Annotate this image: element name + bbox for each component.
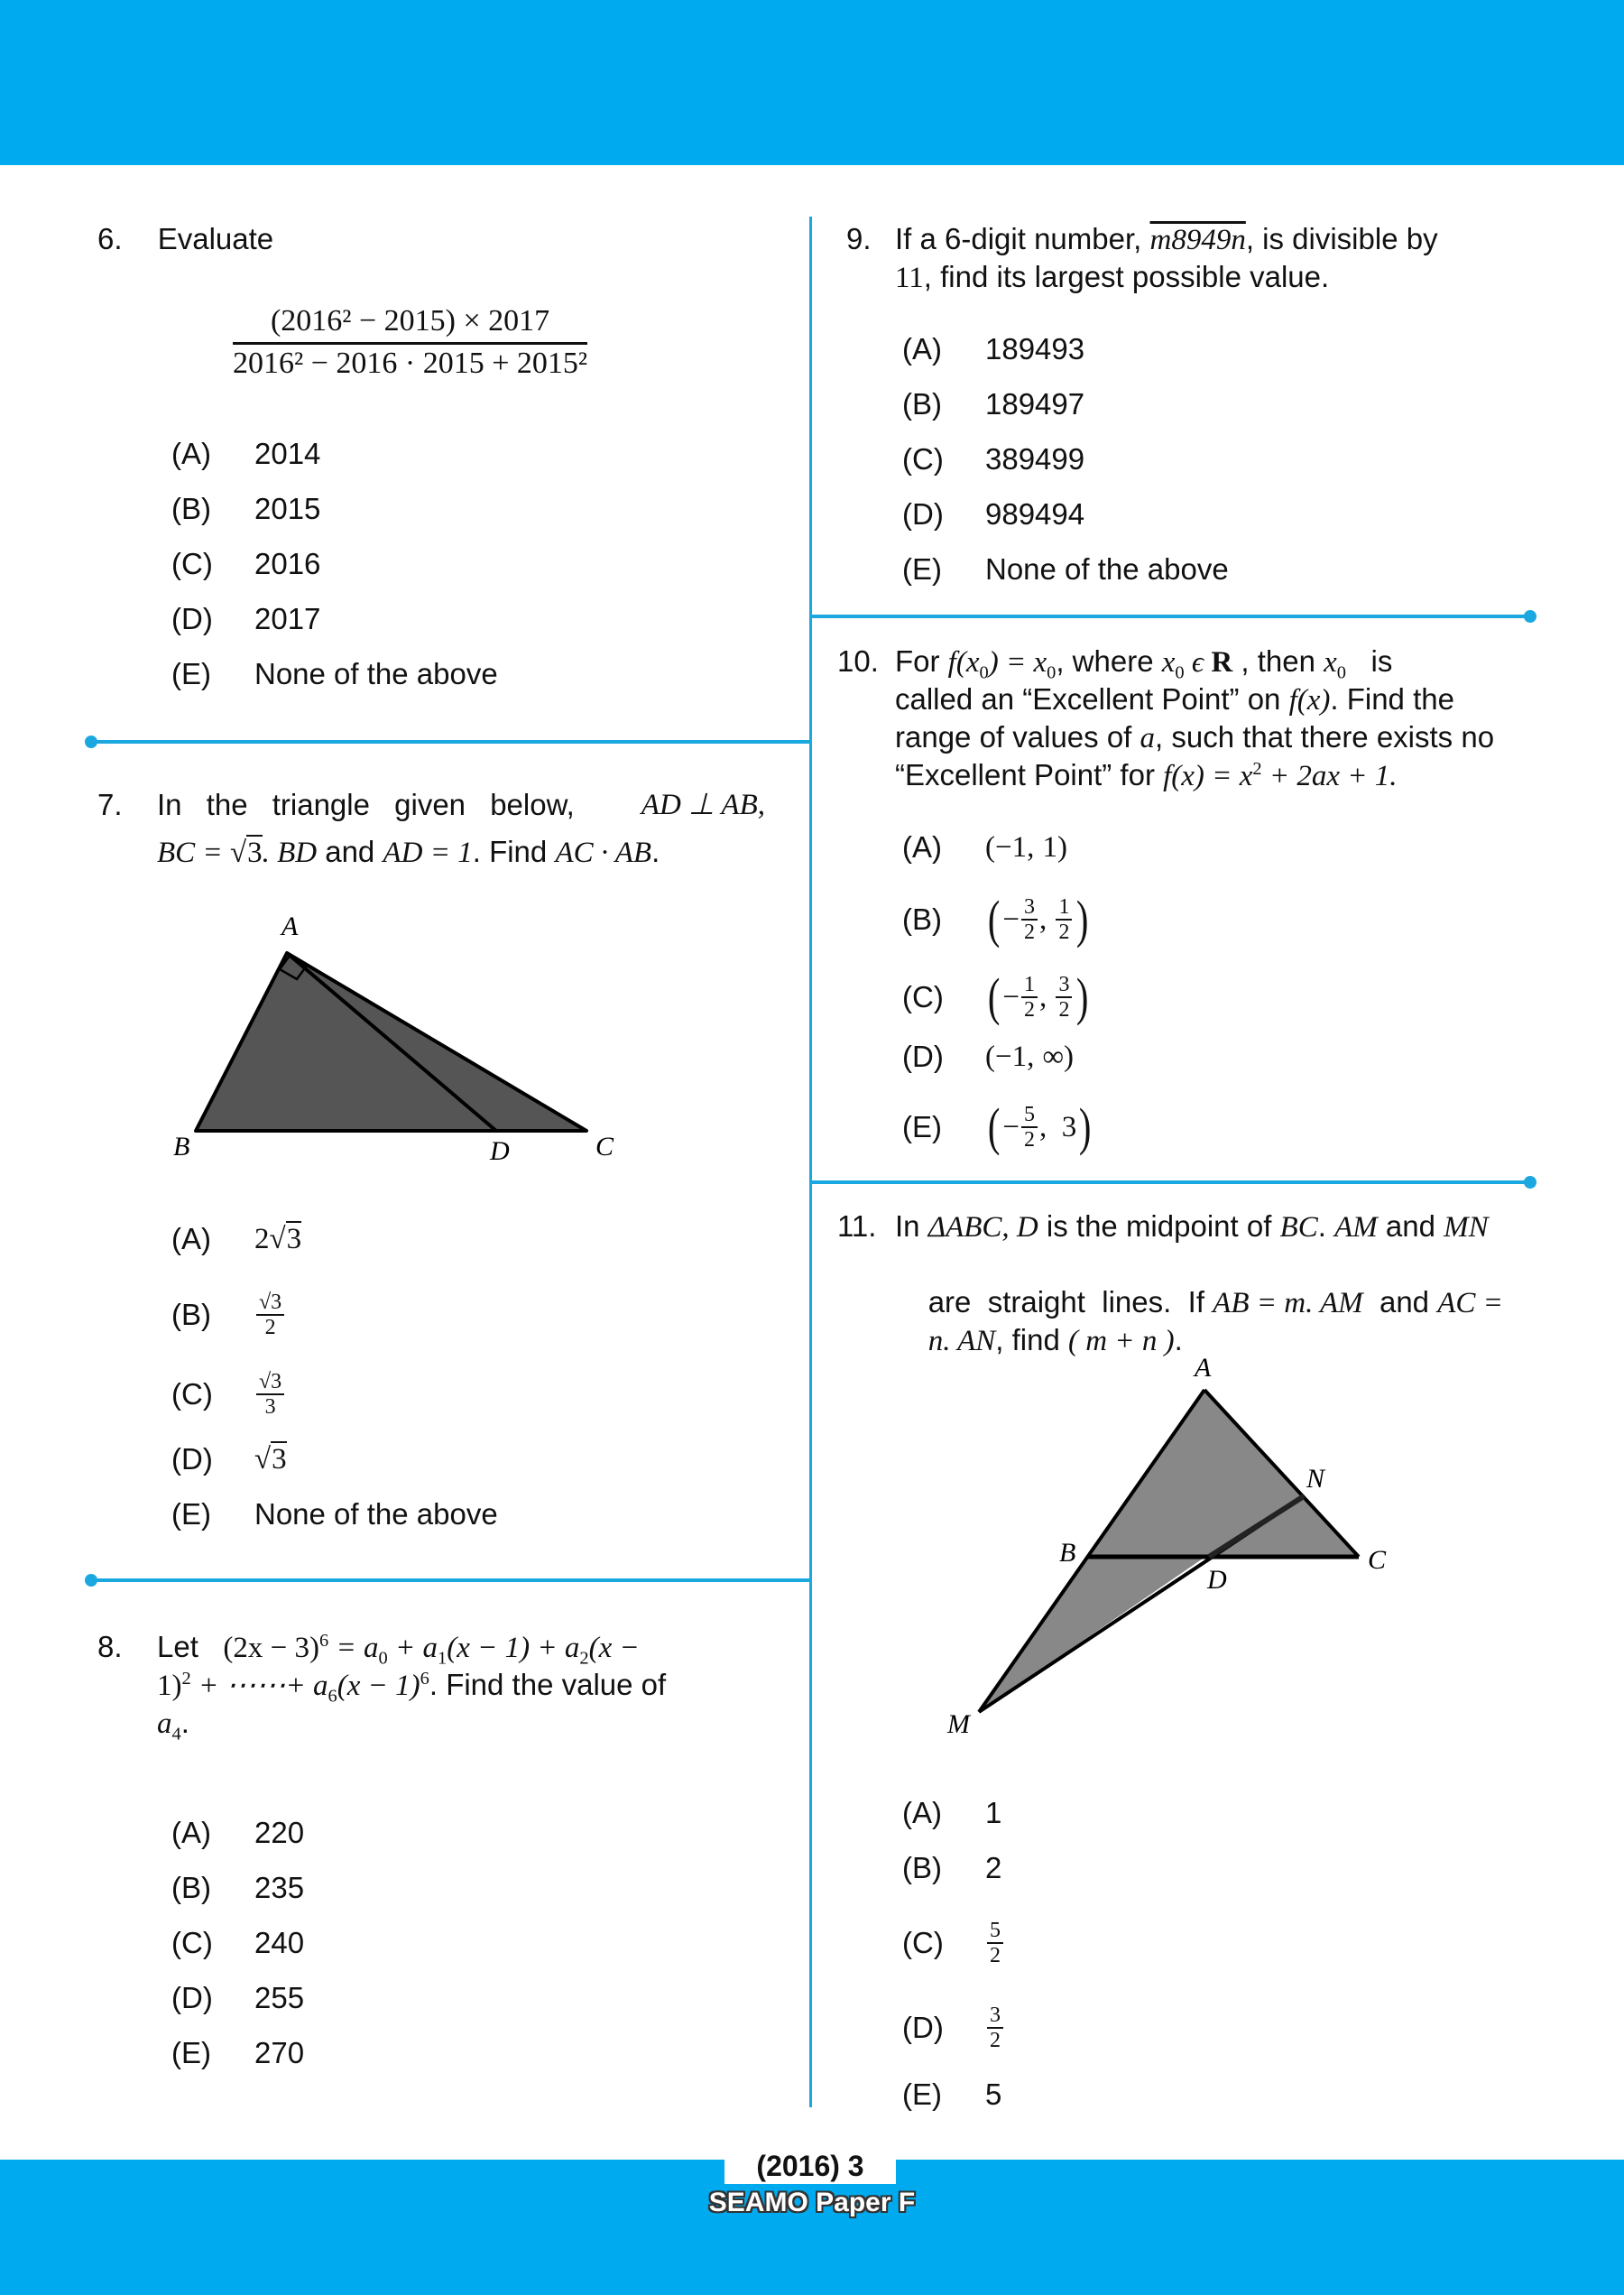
vertex-label-m: M	[947, 1709, 970, 1739]
q7-option-b[interactable]	[171, 1291, 286, 1339]
separator-q7-q8	[90, 1578, 810, 1582]
option-letter: (A)	[902, 830, 942, 864]
question-7	[97, 786, 765, 869]
option-value: 989494	[985, 497, 1085, 531]
option-letter: (E)	[171, 1497, 211, 1531]
text: .	[651, 835, 660, 868]
math-part: AC =	[1437, 1287, 1503, 1319]
q9-option-d[interactable]	[902, 495, 1084, 533]
page-number-label: (2016) 3	[724, 2148, 896, 2184]
option-letter: (B)	[902, 1851, 942, 1884]
text: , find	[995, 1323, 1068, 1356]
math-text	[223, 1631, 640, 1669]
separator-dot	[85, 736, 97, 748]
text: , then	[1232, 644, 1324, 678]
superscript: 2	[1252, 759, 1262, 779]
option-letter: (D)	[902, 497, 944, 531]
q6-option-a[interactable]	[171, 435, 320, 473]
denominator: 2	[1058, 998, 1070, 1022]
option-letter: (D)	[171, 1442, 213, 1476]
option-letter: (A)	[902, 1796, 942, 1829]
q9-option-e[interactable]	[902, 551, 1229, 588]
text: “Excellent Point” for	[895, 758, 1164, 791]
text: .	[1174, 1323, 1183, 1356]
q8-option-b[interactable]	[171, 1869, 304, 1907]
option-letter: (C)	[902, 980, 944, 1013]
paren-close: )	[1076, 967, 1089, 1026]
expression-denominator: 2016² − 2016 · 2015 + 2015²	[233, 347, 588, 380]
option-letter: (B)	[171, 1871, 211, 1904]
option-value: √3	[254, 1443, 287, 1476]
separator-dot	[85, 1574, 97, 1587]
q11-option-e[interactable]	[902, 2076, 1001, 2114]
option-value: 2017	[254, 602, 321, 635]
text: , is divisible by	[1245, 222, 1438, 255]
question-9	[846, 220, 1532, 294]
option-letter: (A)	[171, 437, 211, 470]
subscript: 0	[1336, 662, 1347, 683]
q7-option-a[interactable]	[171, 1220, 301, 1258]
option-value: 389499	[985, 442, 1085, 476]
math-set: R	[1211, 646, 1233, 679]
option-value: 189493	[985, 332, 1085, 366]
math-part: BC	[1279, 1211, 1318, 1244]
option-fraction	[987, 2003, 1003, 2052]
q7-option-d[interactable]	[171, 1440, 287, 1478]
text: Let	[157, 1630, 198, 1663]
text: . Find the	[1330, 682, 1454, 716]
math-part: (x −	[588, 1632, 640, 1664]
sign: −	[1002, 903, 1020, 936]
subscript: 0	[1175, 662, 1185, 683]
number-overline: m8949n	[1149, 224, 1246, 256]
superscript: 2	[181, 1669, 191, 1689]
option-value: 235	[254, 1871, 305, 1904]
q9-option-b[interactable]	[902, 385, 1084, 423]
denominator: 2	[990, 2029, 1001, 2052]
math-part: + a	[387, 1632, 438, 1664]
question-text: In the triangle given below,	[157, 788, 575, 821]
q10-option-c[interactable]	[902, 967, 1092, 1026]
denominator: 2	[1058, 921, 1070, 944]
option-letter: (E)	[902, 1110, 942, 1143]
math-part: (2x − 3)	[223, 1632, 319, 1664]
text: are straight lines. If	[927, 1285, 1213, 1319]
math-part: x	[1324, 646, 1337, 679]
option-letter: (B)	[171, 1298, 211, 1331]
math-text: AD = 1	[383, 837, 473, 869]
math-part: AB = m. AM	[1213, 1287, 1363, 1319]
text: For	[895, 644, 948, 678]
math-part: ϵ	[1184, 646, 1212, 679]
question-text: Evaluate	[157, 222, 274, 255]
text: .	[1317, 1209, 1335, 1243]
question-number: 9.	[846, 222, 872, 255]
sqrt: √3	[229, 837, 263, 869]
text: range of values of	[895, 720, 1140, 754]
math-part: (x − 1) + a	[447, 1632, 580, 1664]
separator-q9-q10	[811, 615, 1529, 618]
option-letter: (D)	[171, 602, 213, 635]
option-value: 2√3	[254, 1223, 302, 1255]
option-letter: (D)	[902, 2011, 944, 2044]
option-value: 2	[985, 1851, 1002, 1884]
fraction	[1021, 895, 1038, 944]
math-part: ) = x	[988, 646, 1047, 679]
subscript: 0	[979, 662, 989, 683]
option-value: 255	[254, 1981, 305, 2014]
math-text: . BD	[262, 837, 318, 869]
text: .	[180, 1706, 189, 1739]
q7-option-c[interactable]	[171, 1370, 286, 1419]
separator-q10-q11	[811, 1180, 1529, 1184]
denominator: 2	[1023, 998, 1035, 1022]
q6-expression	[233, 304, 587, 381]
option-letter: (E)	[902, 2078, 942, 2111]
option-letter: (E)	[171, 657, 211, 690]
subscript: 1	[437, 1648, 448, 1669]
option-value: 270	[254, 2036, 305, 2069]
option-value: 220	[254, 1816, 305, 1849]
q11-option-b[interactable]	[902, 1849, 1001, 1887]
paper-title: SEAMO Paper F	[708, 2188, 916, 2217]
option-value: None of the above	[985, 552, 1229, 586]
option-value: None of the above	[254, 1497, 498, 1531]
vertex-label-n: N	[1306, 1464, 1325, 1494]
paren-close: )	[1076, 890, 1089, 949]
sign: −	[1002, 1111, 1020, 1143]
option-letter: (B)	[902, 902, 942, 936]
subscript: 0	[1047, 662, 1057, 683]
math-part: a	[157, 1707, 172, 1740]
math-part: f(x	[947, 646, 980, 679]
math-part: = a	[328, 1632, 379, 1664]
text: is	[1362, 644, 1393, 678]
option-fraction	[256, 1370, 284, 1419]
coefficient: 2	[254, 1223, 270, 1255]
option-letter: (A)	[902, 332, 942, 366]
math-part: x	[1161, 646, 1176, 679]
q10-option-d[interactable]	[902, 1038, 1074, 1076]
question-11	[837, 1208, 1543, 1357]
subscript: 4	[171, 1724, 181, 1744]
vertex-label-d: D	[1207, 1565, 1227, 1595]
math-part: f(x)	[1288, 684, 1331, 717]
header-band	[0, 0, 1624, 165]
math-part: ( m + n )	[1067, 1325, 1175, 1357]
fraction	[1021, 973, 1038, 1022]
math-part: AM	[1334, 1211, 1378, 1244]
option-letter: (C)	[902, 1926, 944, 1959]
q8-option-c[interactable]	[171, 1924, 304, 1962]
math-text: AC · AB	[555, 837, 652, 869]
vertex-label-d: D	[490, 1136, 510, 1166]
math-part: + 2ax + 1.	[1261, 760, 1398, 792]
option-fraction	[987, 1919, 1003, 1967]
numerator: √3	[256, 1370, 284, 1395]
math-part: f(x) = x	[1163, 760, 1253, 792]
vertex-label-c: C	[595, 1132, 614, 1161]
q10-option-a[interactable]	[902, 828, 1067, 866]
question-math: AD ⊥ AB,	[641, 789, 765, 821]
interval-left: (−1,	[985, 1041, 1035, 1073]
question-number: 11.	[837, 1209, 877, 1243]
q6-option-e[interactable]	[171, 655, 498, 693]
math-part: n. AN	[927, 1325, 996, 1357]
sign: −	[1002, 981, 1020, 1013]
q8-option-d[interactable]	[171, 1979, 304, 2017]
option-letter: (A)	[171, 1222, 211, 1255]
denominator: 2	[1023, 921, 1035, 944]
text: . Find the value of	[429, 1668, 667, 1701]
q9-option-a[interactable]	[902, 330, 1084, 368]
math-part: 1)	[157, 1670, 182, 1702]
paren-open: (	[987, 967, 1001, 1026]
separator-q6-q7	[90, 740, 810, 744]
question-10	[837, 643, 1543, 792]
math-part: (x − 1)	[337, 1670, 420, 1702]
q6-option-c[interactable]	[171, 545, 320, 583]
fraction	[1021, 1103, 1038, 1152]
math-part: + ⋯⋯+ a	[190, 1670, 328, 1702]
text: , find its largest possible value.	[923, 260, 1330, 293]
q11-option-d[interactable]	[902, 2003, 1005, 2052]
radicand: 3	[286, 1223, 302, 1255]
superscript: 6	[318, 1631, 329, 1651]
vertex-label-c: C	[1368, 1545, 1387, 1575]
value: 3	[1061, 1111, 1077, 1143]
math-text: BC =	[157, 837, 230, 869]
denominator: 2	[1023, 1128, 1035, 1152]
vertex-label-b: B	[1059, 1538, 1076, 1568]
fraction	[1056, 895, 1072, 944]
math-part: MN	[1444, 1211, 1489, 1244]
option-value: 189497	[985, 387, 1085, 421]
question-8	[97, 1628, 770, 1744]
q7-option-e[interactable]	[171, 1495, 498, 1533]
option-letter: (E)	[171, 2036, 211, 2069]
paren-close: )	[1079, 1097, 1092, 1156]
paren-open: (	[987, 1097, 1001, 1156]
paren-open: (	[987, 890, 1001, 949]
interval-left: (−1,	[985, 831, 1035, 864]
comma: ,	[1038, 903, 1055, 936]
option-letter: (E)	[902, 552, 942, 586]
option-letter: (C)	[902, 442, 944, 476]
numerator: 3	[1056, 973, 1072, 998]
q7-triangle-figure	[162, 902, 722, 1173]
superscript: 6	[420, 1669, 429, 1689]
column-divider	[809, 217, 812, 2107]
option-letter: (B)	[902, 387, 942, 421]
option-value: 2015	[254, 492, 321, 525]
numerator: 1	[1056, 895, 1072, 921]
interval-right: ∞)	[1042, 1041, 1075, 1073]
option-value: 5	[985, 2078, 1002, 2111]
subscript: 6	[328, 1686, 337, 1707]
option-letter: (D)	[171, 1981, 213, 2014]
denominator: 2	[264, 1316, 276, 1339]
option-fraction	[256, 1291, 284, 1339]
comma: ,	[1038, 981, 1055, 1013]
option-letter: (B)	[171, 492, 211, 525]
numerator: 3	[1021, 895, 1038, 921]
text: , where	[1056, 644, 1162, 678]
text: and	[1377, 1209, 1444, 1243]
text: and	[1362, 1285, 1438, 1319]
option-value: None of the above	[254, 657, 498, 690]
vertex-label-a: A	[1195, 1353, 1212, 1383]
vertex-label-a: A	[281, 912, 299, 941]
text: , such that there exists no	[1155, 720, 1495, 754]
expression-numerator: (2016² − 2015) × 2017	[233, 304, 587, 345]
math-part: a	[1140, 722, 1156, 754]
denominator: 3	[264, 1395, 276, 1419]
text: and	[317, 835, 383, 868]
q10-option-e[interactable]	[902, 1097, 1094, 1156]
numerator: √3	[256, 1291, 284, 1316]
option-letter: (A)	[171, 1816, 211, 1849]
text: called an “Excellent Point” on	[895, 682, 1289, 716]
subscript: 0	[378, 1648, 388, 1669]
q11-option-c[interactable]	[902, 1919, 1005, 1967]
option-letter: (C)	[171, 547, 213, 580]
q11-option-a[interactable]	[902, 1794, 1001, 1832]
question-number: 8.	[97, 1630, 123, 1663]
q11-triangle-figure	[938, 1336, 1444, 1751]
math-part: 11	[895, 262, 924, 294]
numerator: 5	[1021, 1103, 1038, 1128]
question-6	[97, 220, 273, 258]
q8-option-a[interactable]	[171, 1814, 304, 1852]
text: is the midpoint of	[1038, 1209, 1280, 1243]
q8-option-e[interactable]	[171, 2034, 304, 2072]
option-letter: (D)	[902, 1040, 944, 1073]
q6-option-d[interactable]	[171, 600, 320, 638]
q6-option-b[interactable]	[171, 490, 320, 528]
option-letter: (C)	[171, 1926, 213, 1959]
interval-right: 1)	[1042, 831, 1068, 864]
numerator: 1	[1021, 973, 1038, 998]
subscript: 2	[579, 1648, 589, 1669]
fraction	[1056, 973, 1072, 1022]
math-part: ΔABC, D	[927, 1211, 1038, 1244]
separator-dot	[1524, 610, 1536, 623]
option-value: 1	[985, 1796, 1002, 1829]
option-value: 240	[254, 1926, 305, 1959]
option-value: 2016	[254, 547, 321, 580]
numerator: 3	[987, 2003, 1003, 2029]
q9-option-c[interactable]	[902, 440, 1084, 478]
text: If a 6-digit number,	[895, 222, 1150, 255]
question-number: 6.	[97, 222, 123, 255]
option-value: 2014	[254, 437, 321, 470]
comma: ,	[1038, 1111, 1062, 1143]
option-letter: (C)	[171, 1377, 213, 1411]
q10-option-b[interactable]	[902, 890, 1092, 949]
text: In	[895, 1209, 928, 1243]
text: . Find	[472, 835, 556, 868]
denominator: 2	[990, 1944, 1001, 1967]
question-number: 10.	[837, 644, 879, 678]
separator-dot	[1524, 1176, 1536, 1189]
numerator: 5	[987, 1919, 1003, 1944]
question-number: 7.	[97, 788, 123, 821]
radicand: 3	[272, 1443, 287, 1476]
vertex-label-b: B	[173, 1132, 190, 1161]
